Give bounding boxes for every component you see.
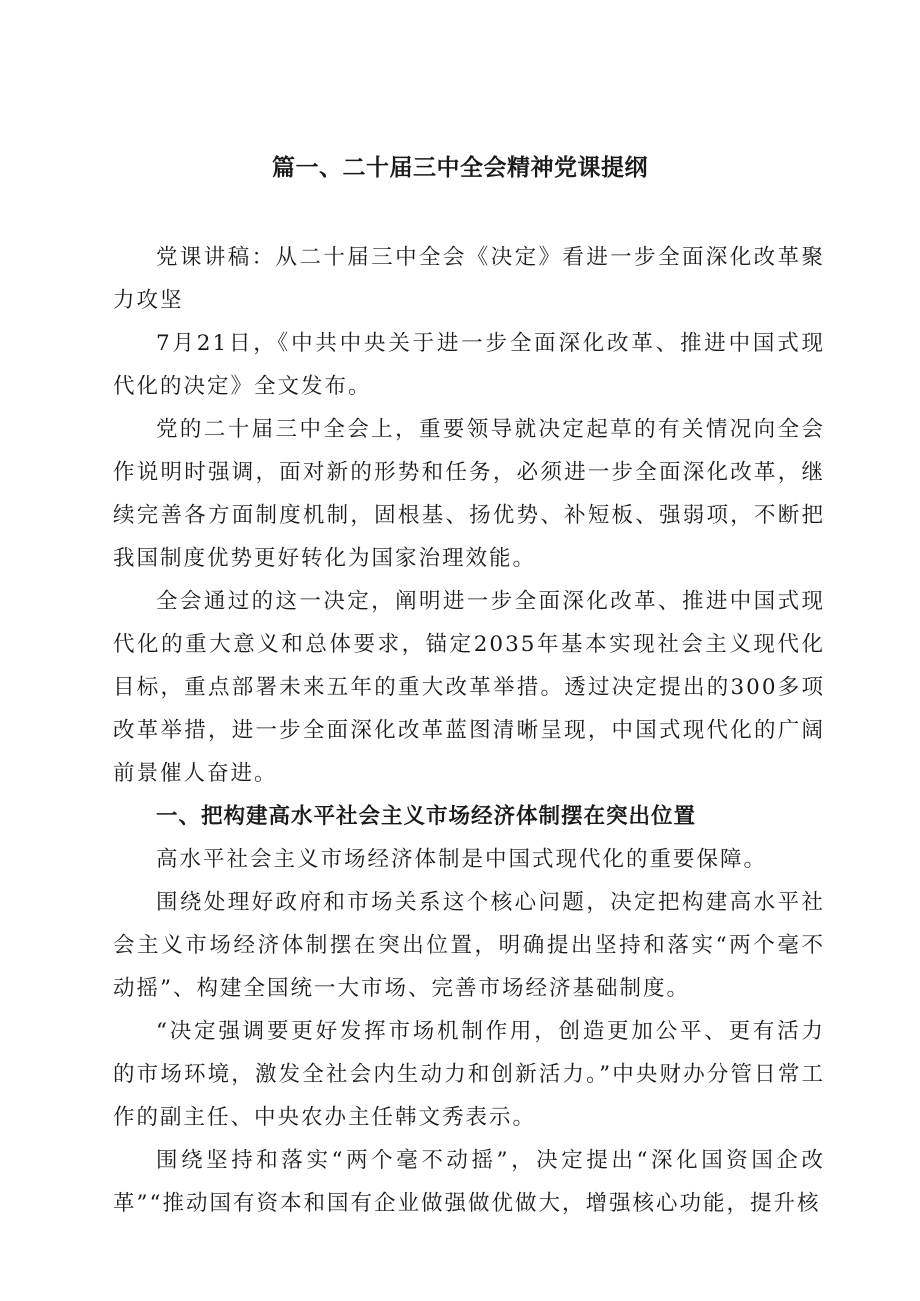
paragraph-lecture-title: 党课讲稿：从二十届三中全会《决定》看进一步全面深化改革聚力攻坚: [113, 245, 825, 313]
paragraph-market-economy-guarantee: 高水平社会主义市场经济体制是中国式现代化的重要保障。: [156, 847, 768, 872]
document-title: 篇一、二十届三中全会精神党课提纲: [272, 155, 648, 181]
section-heading-1: 一、把构建高水平社会主义市场经济体制摆在突出位置: [156, 804, 697, 829]
paragraph-plenary-explanation: 党的二十届三中全会上，重要领导就决定起草的有关情况向全会作说明时强调，面对新的形势和任务，必须进一步全面深化改革，继续完善各方面制度机制，固根基、扬优势、补短板、强弱项，不断把我国制度优势更好转化为国家治理效能。: [113, 417, 825, 571]
document-body: [113, 236, 825, 1225]
paragraph-decision-significance: 全会通过的这一决定，阐明进一步全面深化改革、推进中国式现代化的重大意义和总体要求，锚定2035年基本实现社会主义现代化目标，重点部署未来五年的重大改革举措。透过决定提出的300多项改革举措，进一步全面深化改革蓝图清晰呈现，中国式现代化的广阔前景催人奋进。: [113, 589, 825, 786]
paragraph-government-market-relation: 围绕处理好政府和市场关系这个核心问题，决定把构建高水平社会主义市场经济体制摆在突出位置，明确提出坚持和落实“两个毫不动摇”、构建全国统一大市场、完善市场经济基础制度。: [113, 890, 825, 1001]
paragraph-release-date: 7月21日，《中共中央关于进一步全面深化改革、推进中国式现代化的决定》全文发布。: [113, 331, 825, 399]
paragraph-state-owned-reform: 围绕坚持和落实“两个毫不动摇”，决定提出“深化国资国企改革”“推动国有资本和国有企业做强做优做大，增强核心功能，提升核: [113, 1148, 825, 1216]
paragraph-quote-han-wenxiu: “决定强调要更好发挥市场机制作用，创造更加公平、更有活力的市场环境，激发全社会内生动力和创新活力。”中央财办分管日常工作的副主任、中央农办主任韩文秀表示。: [113, 1019, 825, 1130]
